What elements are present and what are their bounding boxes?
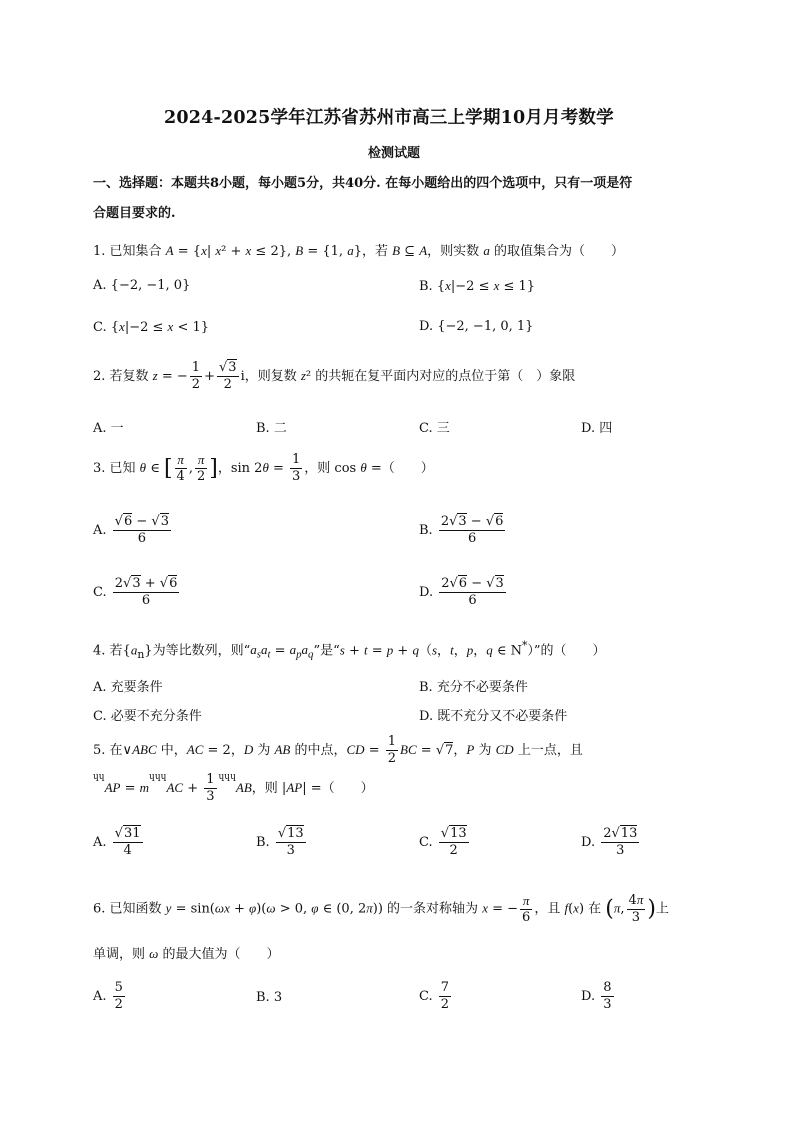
option-content: 三 bbox=[436, 421, 450, 436]
option-content: 充分不必要条件 bbox=[436, 680, 528, 695]
question-4-option-d[interactable] bbox=[419, 705, 567, 724]
question-6-option-b[interactable] bbox=[256, 990, 282, 1005]
question-3-option-c[interactable] bbox=[93, 576, 181, 609]
option-label: A. bbox=[93, 523, 107, 538]
option-content: $\frac{√13}{3}$ bbox=[277, 826, 304, 858]
section-header-line2: 合题目要求的. bbox=[93, 206, 176, 221]
question-6-option-a[interactable] bbox=[93, 980, 127, 1013]
section-header-line1: 一、选择题：本题共8小题，每小题5分，共40分. 在每小题给出的四个选项中，只有一项是符 bbox=[93, 176, 633, 191]
question-5-option-c[interactable] bbox=[419, 826, 471, 859]
option-label: C. bbox=[93, 320, 107, 335]
question-1-option-c[interactable] bbox=[93, 319, 209, 335]
option-content: 必要不充分条件 bbox=[110, 709, 202, 724]
question-4-option-a[interactable] bbox=[93, 676, 163, 695]
question-1-option-a[interactable] bbox=[93, 278, 190, 293]
option-label: A. bbox=[93, 989, 107, 1004]
option-content: 3 bbox=[273, 990, 283, 1005]
option-content: $\frac{5}{2}$ bbox=[114, 980, 123, 1012]
option-label: B. bbox=[256, 835, 270, 850]
option-content: 既不充分又不必要条件 bbox=[437, 709, 568, 724]
option-label: A. bbox=[93, 835, 107, 850]
option-label: A. bbox=[93, 278, 107, 293]
page-title: 2024-2025学年江苏省苏州市高三上学期10月月考数学 bbox=[164, 108, 614, 128]
option-label: D. bbox=[419, 709, 434, 724]
question-6-option-d[interactable] bbox=[581, 980, 616, 1013]
option-label: B. bbox=[419, 279, 433, 294]
question-2-option-a[interactable] bbox=[93, 417, 124, 436]
question-5-option-d[interactable] bbox=[581, 826, 641, 859]
question-2-option-d[interactable] bbox=[581, 417, 612, 436]
option-content: $\frac{2√6 - √3}{6}$ bbox=[441, 576, 504, 608]
question-3-option-a[interactable] bbox=[93, 514, 173, 547]
option-content: $\frac{2√3 + √6}{6}$ bbox=[114, 576, 178, 608]
question-5-stem-line2: $^{ɥɥ}AP = m^{ɥɥɥ}AC$ + $\frac{1}{3}$ $^{ɥɥɥ}$AB，则 |AP| =（ ） bbox=[93, 772, 374, 804]
option-content: $\frac{2√13}{3}$ bbox=[603, 826, 638, 858]
question-3-stem: 3. 已知 θ ∈ [ $\frac{\pi}{4}$ , $\frac{\pi}{2}$ ]，sin 2θ = $\frac{1}{3}$ ，则 cos θ =（ ） bbox=[93, 452, 434, 484]
question-5-option-a[interactable] bbox=[93, 826, 145, 859]
option-content: 二 bbox=[273, 421, 287, 436]
option-label: D. bbox=[581, 421, 596, 436]
option-label: C. bbox=[93, 709, 107, 724]
option-content: $\frac{√6 - √3}{6}$ bbox=[114, 514, 169, 546]
option-label: C. bbox=[93, 585, 107, 600]
question-2-option-c[interactable] bbox=[419, 417, 450, 436]
option-content: 四 bbox=[599, 421, 613, 436]
option-content: $\frac{2√3 - √6}{6}$ bbox=[440, 514, 504, 546]
option-label: B. bbox=[419, 680, 433, 695]
question-3-option-d[interactable] bbox=[419, 576, 508, 609]
option-label: D. bbox=[419, 585, 434, 600]
question-6-stem: 6. 已知函数 y = sin(ωx + φ)(ω > 0, φ ∈ (0, 2π)) 的一条对称轴为 x = − $\frac{\pi}{6}$ ，且 f(x) 在 (π, $\frac{4\pi}{3}$ )上 bbox=[93, 892, 669, 925]
option-content: {x|−2 ≤ x ≤ 1} bbox=[436, 278, 536, 294]
option-content: 一 bbox=[110, 421, 124, 436]
option-content: $\frac{7}{2}$ bbox=[440, 980, 450, 1012]
option-label: D. bbox=[419, 319, 434, 334]
question-4-stem: 4. 若$\{a_n\}$为等比数列，则“$a_sa_t = a_pa_q$”是“s + t = p + q（s，t，p，q ∈ N*）”的（ ） bbox=[93, 639, 606, 661]
option-label: A. bbox=[93, 680, 107, 695]
option-label: B. bbox=[256, 421, 270, 436]
option-content: 充要条件 bbox=[110, 680, 163, 695]
question-6-stem-line2: 单调，则 ω 的最大值为（ ） bbox=[93, 946, 280, 962]
option-label: C. bbox=[419, 835, 433, 850]
question-6-option-c[interactable] bbox=[419, 980, 453, 1013]
option-content: {x|−2 ≤ x < 1} bbox=[110, 319, 210, 335]
option-label: B. bbox=[419, 523, 433, 538]
option-content: $\frac{√13}{2}$ bbox=[440, 826, 467, 858]
option-label: C. bbox=[419, 421, 433, 436]
page-subtitle: 检测试题 bbox=[368, 146, 421, 161]
question-1-option-d[interactable] bbox=[419, 319, 533, 334]
option-label: D. bbox=[581, 989, 596, 1004]
question-1-option-b[interactable] bbox=[419, 278, 535, 294]
option-label: D. bbox=[581, 835, 596, 850]
question-2-stem: 2. 若复数 z = − $\frac{1}{2}$ + $\frac{√3}{2}$ i，则复数 z² 的共轭在复平面内对应的点位于第（ ）象限 bbox=[93, 360, 576, 392]
question-4-option-c[interactable] bbox=[93, 705, 202, 724]
question-5-option-b[interactable] bbox=[256, 826, 308, 859]
option-content: {−2, −1, 0} bbox=[110, 278, 191, 293]
option-content: $\frac{√31}{4}$ bbox=[114, 826, 141, 858]
question-2-option-b[interactable] bbox=[256, 417, 287, 436]
question-1-stem: 1. 已知集合 A = {x| x² + x ≤ 2}, B = {1, a}，若 B ⊆ A，则实数 a 的取值集合为（ ） bbox=[93, 243, 624, 259]
option-label: B. bbox=[256, 990, 270, 1005]
question-4-option-b[interactable] bbox=[419, 676, 528, 695]
option-content: {−2, −1, 0, 1} bbox=[437, 319, 534, 334]
option-label: A. bbox=[93, 421, 107, 436]
question-5-stem: 5. 在∨ABC 中，AC = 2，D 为 AB 的中点，CD = $\frac{1}{2}$ BC = √7，P 为 CD 上一点，且 bbox=[93, 734, 583, 766]
question-3-option-b[interactable] bbox=[419, 514, 507, 547]
option-label: C. bbox=[419, 989, 433, 1004]
option-content: $\frac{8}{3}$ bbox=[603, 980, 612, 1012]
